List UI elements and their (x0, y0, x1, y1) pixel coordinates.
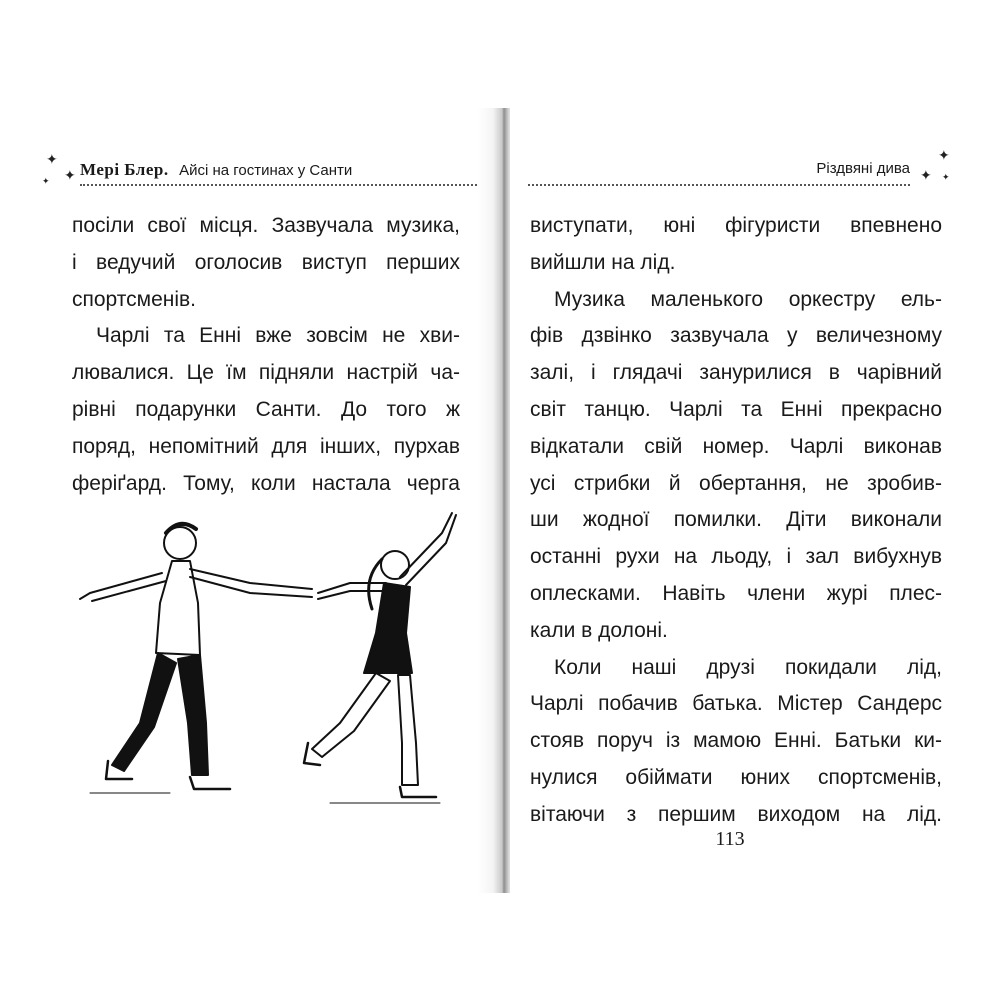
text-line: і ведучий оголосив виступ перших (72, 250, 460, 274)
text-line: вийшли на лід. (530, 250, 676, 274)
text-line: усі стрибки й обертання, не зробив- (530, 471, 942, 495)
right-running-header (528, 160, 910, 186)
left-body-text (72, 208, 460, 502)
text-line: лювалися. Це їм підняли настрій ча- (72, 361, 460, 385)
book-spread (20, 108, 980, 893)
text-line: відкатали свій номер. Чарлі виконав (530, 434, 942, 458)
text-line: залі, і глядачі занурилися в чарівний (530, 361, 942, 385)
header-author: Мері Блер. (80, 160, 169, 179)
sparkle-stars-icon: ✦ ✦ ✦ (42, 151, 76, 186)
sparkle-stars-icon: ✦ ✦ ✦ (920, 147, 950, 183)
text-line: нулися обіймати юних спортсменів, (530, 765, 942, 789)
text-line: Чарлі та Енні вже зовсім не хви- (96, 324, 460, 348)
text-line: останні рухи на льоду, і зал вибухнув (530, 545, 942, 569)
left-running-header (80, 160, 480, 186)
text-line: вітаючи з першим виходом на лід. (530, 802, 942, 826)
header-rule (528, 181, 910, 186)
header-chapter-title: Різдвяні дива (816, 160, 910, 177)
text-line: ши жодної помилки. Діти виконали (530, 508, 942, 532)
text-line: Чарлі побачив батька. Містер Сандерс (530, 692, 942, 716)
text-line: поряд, непомітний для інших, пурхав (72, 434, 460, 458)
text-line: спортсменів. (72, 287, 197, 311)
text-line: феріґард. Тому, коли настала черга (72, 471, 460, 495)
left-page (20, 108, 488, 893)
text-line: світ танцю. Чарлі та Енні прекрасно (530, 397, 942, 421)
text-line: Музика маленького оркестру ель- (554, 287, 942, 311)
text-line: стояв поруч із мамою Енні. Батьки ки- (530, 729, 942, 753)
text-line: посіли свої місця. Зазвучала музика, (72, 214, 460, 237)
page-number: 113 (715, 828, 745, 850)
text-line: рівні подарунки Санти. До того ж (72, 397, 460, 421)
header-book-title: Айсі на гостинах у Санти (179, 162, 353, 179)
text-line: виступати, юні фігуристи впевнено (530, 214, 942, 237)
right-page (510, 108, 980, 893)
text-line: фів дзвінко зазвучала у величезному (530, 324, 942, 348)
header-rule (80, 181, 480, 186)
text-line: оплесками. Навіть члени журі плес- (530, 581, 942, 605)
figure-skating-pair-illustration (50, 503, 470, 823)
right-body-text (530, 208, 942, 834)
text-line: Коли наші друзі покидали лід, (554, 655, 942, 679)
text-line: кали в долоні. (530, 618, 668, 642)
